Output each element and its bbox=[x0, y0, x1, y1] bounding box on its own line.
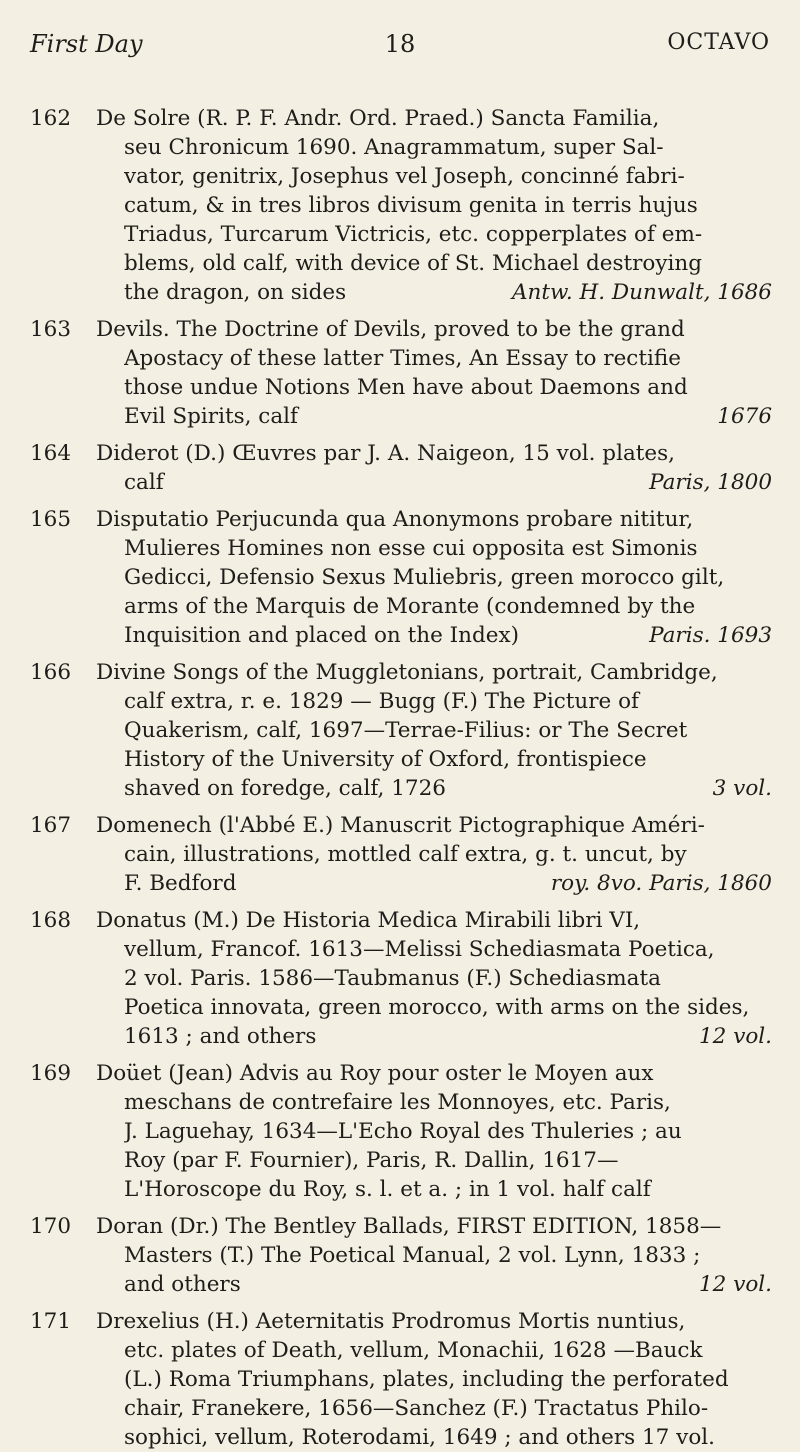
entry-imprint: Paris. 1693 bbox=[649, 623, 772, 648]
entry-line bbox=[124, 133, 772, 162]
entry-line bbox=[124, 687, 772, 716]
entry-line bbox=[96, 906, 772, 935]
catalogue-entry bbox=[0, 1212, 800, 1299]
entry-line bbox=[124, 840, 772, 869]
lot-number: 170 bbox=[30, 1214, 72, 1239]
entry-line bbox=[124, 563, 772, 592]
day-heading: First Day bbox=[30, 30, 143, 58]
entry-text: Poetica innovata, green morocco, with arms on the sides, bbox=[124, 995, 750, 1020]
catalogue-entry bbox=[0, 104, 800, 307]
entry-line bbox=[124, 402, 772, 431]
entry-line bbox=[124, 1423, 772, 1452]
entry-text: catum, & in tres libros divisum genita in terris hujus bbox=[124, 193, 698, 218]
entry-line bbox=[96, 811, 772, 840]
format-heading: OCTAVO bbox=[667, 30, 770, 55]
entry-text: Disputatio Perjucunda qua Anonymons probare nititur, bbox=[96, 507, 694, 532]
catalogue-entry bbox=[0, 505, 800, 650]
entry-line bbox=[124, 964, 772, 993]
entry-text: the dragon, on sides bbox=[124, 280, 347, 305]
entry-text: etc. plates of Death, vellum, Monachii, 1628 —Bauck bbox=[124, 1338, 703, 1363]
entry-line bbox=[124, 935, 772, 964]
entry-line bbox=[124, 249, 772, 278]
entry-text: Diderot (D.) Œuvres par J. A. Naigeon, 15 vol. plates, bbox=[96, 441, 675, 466]
catalogue-entry bbox=[0, 315, 800, 431]
entry-line bbox=[96, 1212, 772, 1241]
entry-line bbox=[124, 745, 772, 774]
entry-text: Triadus, Turcarum Victricis, etc. copperplates of em- bbox=[124, 222, 703, 247]
lot-number: 169 bbox=[30, 1061, 72, 1086]
entry-text: Inquisition and placed on the Index) bbox=[124, 623, 519, 648]
entry-line bbox=[96, 104, 772, 133]
page-number: 18 bbox=[384, 30, 416, 58]
entry-text: meschans de contrefaire les Monnoyes, etc. Paris, bbox=[124, 1090, 671, 1115]
entry-imprint: Antw. H. Dunwalt, 1686 bbox=[511, 280, 772, 305]
entry-text: 1613 ; and others bbox=[124, 1024, 317, 1049]
entry-text: vellum, Francof. 1613—Melissi Schediasmata Poetica, bbox=[124, 937, 715, 962]
catalogue-entry bbox=[0, 1059, 800, 1204]
entry-text: calf bbox=[124, 470, 164, 495]
lot-number: 167 bbox=[30, 813, 72, 838]
lot-number: 163 bbox=[30, 317, 72, 342]
entry-line bbox=[124, 993, 772, 1022]
entry-text: Doran (Dr.) The Bentley Ballads, FIRST EDITION, 1858— bbox=[96, 1214, 722, 1239]
lot-number: 165 bbox=[30, 507, 72, 532]
entry-text: Mulieres Homines non esse cui opposita est Simonis bbox=[124, 536, 698, 561]
catalogue-entry bbox=[0, 658, 800, 803]
entry-line bbox=[96, 505, 772, 534]
entry-text: and others bbox=[124, 1272, 241, 1297]
entry-text: Evil Spirits, calf bbox=[124, 404, 298, 429]
entry-line bbox=[124, 534, 772, 563]
entry-text: Divine Songs of the Muggletonians, portrait, Cambridge, bbox=[96, 660, 718, 685]
entry-line bbox=[124, 1088, 772, 1117]
entry-line bbox=[124, 1336, 772, 1365]
entry-line bbox=[124, 1241, 772, 1270]
entry-line bbox=[124, 774, 772, 803]
entry-line bbox=[96, 315, 772, 344]
entry-text: calf extra, r. e. 1829 — Bugg (F.) The Picture of bbox=[124, 689, 640, 714]
entry-line bbox=[124, 162, 772, 191]
entry-line bbox=[124, 191, 772, 220]
entry-line bbox=[124, 1365, 772, 1394]
entry-text: De Solre (R. P. F. Andr. Ord. Praed.) Sancta Familia, bbox=[96, 106, 660, 131]
lot-number: 164 bbox=[30, 441, 72, 466]
entry-text: Apostacy of these latter Times, An Essay to rectifie bbox=[124, 346, 681, 371]
entry-line bbox=[124, 1394, 772, 1423]
entry-imprint: 12 vol. bbox=[699, 1024, 772, 1049]
entry-line bbox=[96, 1307, 772, 1336]
entry-text: Drexelius (H.) Aeternitatis Prodromus Mortis nuntius, bbox=[96, 1309, 686, 1334]
entry-text: History of the University of Oxford, frontispiece bbox=[124, 747, 647, 772]
entry-text: F. Bedford bbox=[124, 871, 237, 896]
entry-line bbox=[124, 278, 772, 307]
entry-text: blems, old calf, with device of St. Michael destroying bbox=[124, 251, 702, 276]
entry-text: Donatus (M.) De Historia Medica Mirabili libri VI, bbox=[96, 908, 641, 933]
lot-number: 171 bbox=[30, 1309, 72, 1334]
entry-line bbox=[124, 1022, 772, 1051]
entry-text: L'Horoscope du Roy, s. l. et a. ; in 1 vol. half calf bbox=[124, 1177, 651, 1202]
entry-line bbox=[124, 373, 772, 402]
entry-text: Doüet (Jean) Advis au Roy pour oster le Moyen aux bbox=[96, 1061, 654, 1086]
entry-imprint: 12 vol. bbox=[699, 1272, 772, 1297]
entry-text: cain, illustrations, mottled calf extra, g. t. uncut, by bbox=[124, 842, 687, 867]
entry-text: Quakerism, calf, 1697—Terrae-Filius: or The Secret bbox=[124, 718, 688, 743]
entry-text: (L.) Roma Triumphans, plates, including the perforated bbox=[124, 1367, 729, 1392]
catalogue-entry bbox=[0, 811, 800, 898]
catalogue-entries bbox=[0, 104, 800, 1452]
entry-line bbox=[124, 621, 772, 650]
entry-line bbox=[124, 1175, 772, 1204]
entry-line bbox=[96, 1059, 772, 1088]
entry-text: Gedicci, Defensio Sexus Muliebris, green morocco gilt, bbox=[124, 565, 725, 590]
entry-text: vator, genitrix, Josephus vel Joseph, concinné fabri- bbox=[124, 164, 685, 189]
entry-line bbox=[124, 468, 772, 497]
entry-imprint: 3 vol. bbox=[712, 776, 772, 801]
entry-imprint: 1676 bbox=[717, 404, 772, 429]
lot-number: 162 bbox=[30, 106, 72, 131]
entry-line bbox=[124, 344, 772, 373]
entry-text: 2 vol. Paris. 1586—Taubmanus (F.) Schediasmata bbox=[124, 966, 661, 991]
entry-text: seu Chronicum 1690. Anagrammatum, super Sal- bbox=[124, 135, 664, 160]
entry-line bbox=[124, 1117, 772, 1146]
entry-text: those undue Notions Men have about Daemons and bbox=[124, 375, 688, 400]
entry-line bbox=[124, 716, 772, 745]
entry-line bbox=[124, 1270, 772, 1299]
page-header bbox=[30, 30, 770, 70]
catalogue-entry bbox=[0, 1307, 800, 1452]
entry-line bbox=[124, 1146, 772, 1175]
entry-line bbox=[124, 869, 772, 898]
entry-line bbox=[124, 592, 772, 621]
entry-text: J. Laguehay, 1634—L'Echo Royal des Thuleries ; au bbox=[124, 1119, 682, 1144]
catalogue-entry bbox=[0, 906, 800, 1051]
entry-text: chair, Franekere, 1656—Sanchez (F.) Tractatus Philo- bbox=[124, 1396, 709, 1421]
entry-imprint: Paris, 1800 bbox=[649, 470, 772, 495]
entry-line bbox=[96, 658, 772, 687]
entry-line bbox=[124, 220, 772, 249]
entry-text: Domenech (l'Abbé E.) Manuscrit Pictographique Améri- bbox=[96, 813, 705, 838]
entry-text: Roy (par F. Fournier), Paris, R. Dallin, 1617— bbox=[124, 1148, 619, 1173]
entry-line bbox=[96, 439, 772, 468]
lot-number: 166 bbox=[30, 660, 72, 685]
entry-text: Devils. The Doctrine of Devils, proved to be the grand bbox=[96, 317, 685, 342]
entry-imprint: roy. 8vo. Paris, 1860 bbox=[550, 871, 772, 896]
entry-text: Masters (T.) The Poetical Manual, 2 vol. Lynn, 1833 ; bbox=[124, 1243, 701, 1268]
entry-text: shaved on foredge, calf, 1726 bbox=[124, 776, 446, 801]
catalogue-entry bbox=[0, 439, 800, 497]
entry-text: arms of the Marquis de Morante (condemned by the bbox=[124, 594, 696, 619]
lot-number: 168 bbox=[30, 908, 72, 933]
entry-text: sophici, vellum, Roterodami, 1649 ; and others 17 vol. bbox=[124, 1425, 715, 1450]
